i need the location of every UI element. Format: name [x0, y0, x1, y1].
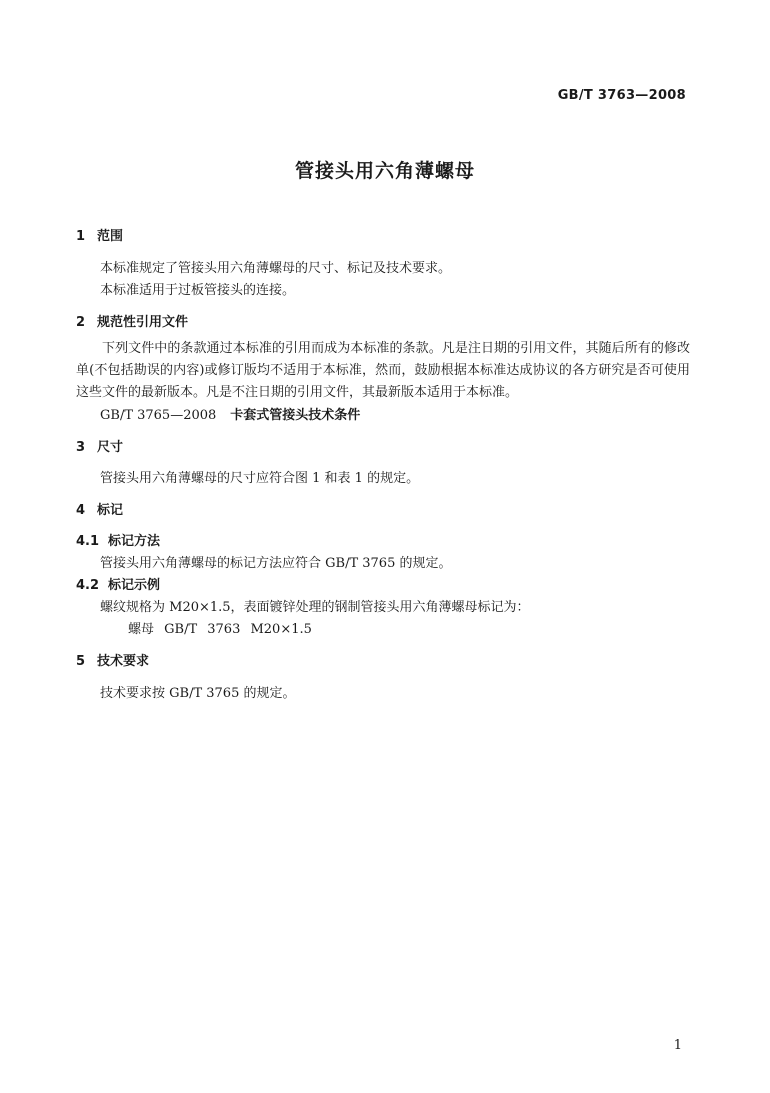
section-3-line: 管接头用六角薄螺母的尺寸应符合图 1 和表 1 的规定。	[100, 471, 420, 486]
standard-number: GB/T 3763—2008	[557, 88, 686, 103]
document-title: 管接头用六角薄螺母	[294, 160, 475, 182]
section-4-2-heading	[76, 574, 160, 593]
reference-name: 卡套式管接头技术条件	[230, 408, 361, 423]
reference-code: GB/T 3765—2008	[100, 408, 217, 423]
subsection-number: 4.1	[76, 534, 100, 549]
section-4-1-line: 管接头用六角薄螺母的标记方法应符合 GB/T 3765 的规定。	[100, 556, 452, 571]
section-number: 3	[76, 440, 86, 455]
section-1-heading	[76, 225, 123, 244]
section-5-line: 技术要求按 GB/T 3765 的规定。	[100, 686, 296, 701]
section-title: 技术要求	[97, 654, 150, 669]
section-title: 标记	[97, 503, 124, 518]
section-2-heading	[76, 311, 188, 330]
section-number: 1	[76, 229, 86, 244]
section-1-line-2: 本标准适用于过板管接头的连接。	[100, 283, 296, 298]
section-1-line-1: 本标准规定了管接头用六角薄螺母的尺寸、标记及技术要求。	[100, 261, 452, 276]
section-number: 2	[76, 315, 86, 330]
normative-reference	[100, 404, 360, 423]
section-number: 5	[76, 654, 86, 669]
section-4-1-heading	[76, 530, 160, 549]
marking-example: 螺母 GB/T 3763 M20×1.5	[128, 622, 312, 637]
subsection-title: 标记示例	[108, 578, 161, 593]
section-title: 范围	[97, 229, 124, 244]
section-title: 规范性引用文件	[97, 315, 189, 330]
section-5-heading	[76, 650, 149, 669]
section-4-heading	[76, 499, 123, 518]
section-title: 尺寸	[97, 440, 124, 455]
section-3-heading	[76, 436, 123, 455]
subsection-number: 4.2	[76, 578, 100, 593]
section-4-2-line: 螺纹规格为 M20×1.5，表面镀锌处理的钢制管接头用六角薄螺母标记为：	[100, 600, 530, 615]
section-number: 4	[76, 503, 86, 518]
page-number: 1	[673, 1038, 682, 1053]
section-2-paragraph: 下列文件中的条款通过本标准的引用而成为本标准的条款。凡是注日期的引用文件，其随后所有的修改单(不包括勘误的内容)或修订版均不适用于本标准，然而，鼓励根据本标准达成协议的各方研究是否可使用这些文件的最新版本。凡是不注日期的引用文件，其最新版本适用于本标准。	[76, 341, 690, 400]
subsection-title: 标记方法	[108, 534, 161, 549]
